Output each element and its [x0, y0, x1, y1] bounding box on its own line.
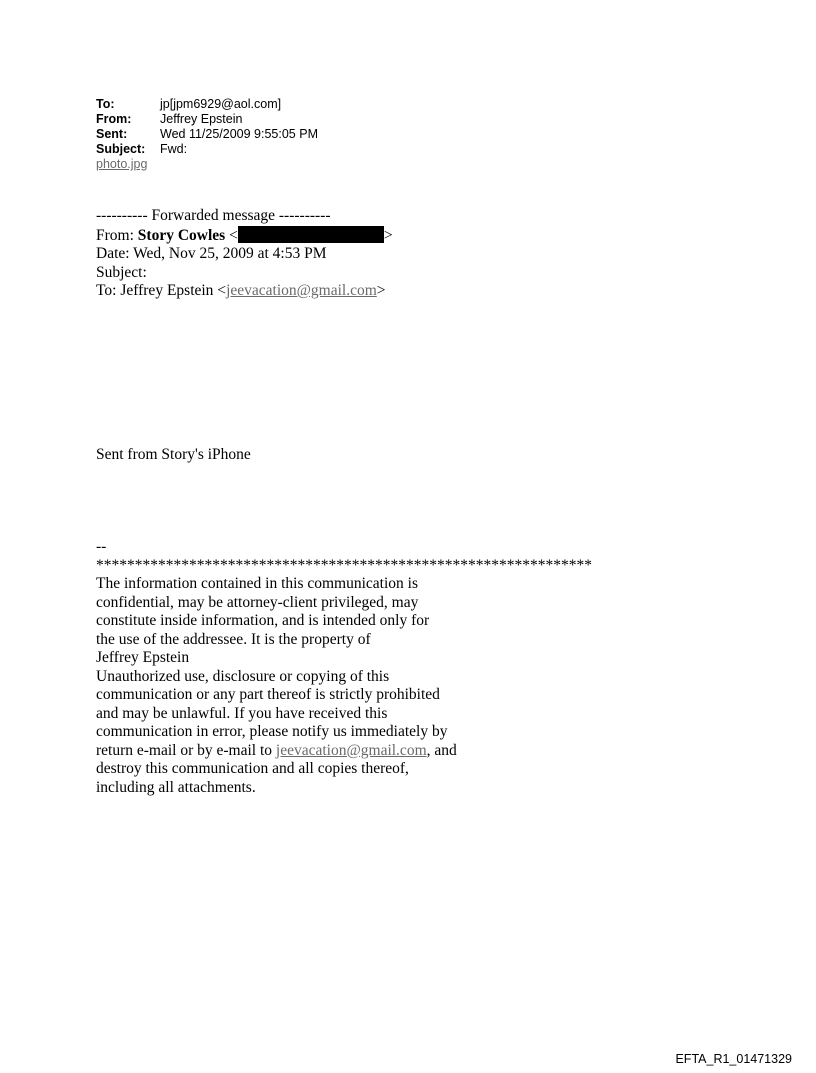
forwarded-from-name: Story Cowles — [137, 226, 226, 244]
header-from-label: From: — [96, 112, 132, 126]
disclaimer-line: The information contained in this communication is — [96, 575, 418, 592]
attachment-link[interactable]: photo.jpg — [96, 157, 148, 171]
disclaimer-return-suffix: , and — [426, 741, 457, 759]
document-id: EFTA_R1_01471329 — [675, 1052, 792, 1066]
forwarded-to-prefix: To: Jeffrey Epstein < — [96, 282, 227, 299]
disclaimer-line: the use of the addressee. It is the property of — [96, 630, 371, 648]
disclaimer-return-prefix: return e-mail or by e-mail to — [96, 741, 276, 759]
forwarded-to-suffix: > — [376, 282, 386, 299]
disclaimer-line: and may be unlawful. If you have received this — [96, 704, 388, 722]
disclaimer-block — [96, 538, 592, 797]
header-sent-label: Sent: — [96, 127, 128, 141]
header-to-row — [96, 97, 318, 112]
header-from-value: Jeffrey Epstein — [160, 112, 243, 126]
disclaimer-line: destroy this communication and all copies thereof, — [96, 760, 409, 777]
disclaimer-line: constitute inside information, and is intended only for — [96, 612, 430, 629]
disclaimer-line: Unauthorized use, disclosure or copying of this — [96, 667, 390, 685]
header-to-value: jp[jpm6929@aol.com] — [160, 97, 282, 111]
forwarded-from-close: > — [383, 226, 393, 244]
header-subject-row — [96, 142, 318, 157]
disclaimer-line: Jeffrey Epstein — [96, 649, 190, 666]
email-header — [96, 97, 318, 172]
signature: Sent from Story's iPhone — [96, 446, 251, 463]
forwarded-subject: Subject: — [96, 263, 147, 281]
disclaimer-line: confidential, may be attorney-client privileged, may — [96, 593, 419, 611]
disclaimer-line: including all attachments. — [96, 778, 256, 796]
disclaimer-return-line — [96, 742, 592, 761]
header-from-row — [96, 112, 318, 127]
disclaimer-email-link[interactable]: jeevacation@gmail.com — [275, 741, 427, 759]
header-subject-value: Fwd: — [160, 142, 188, 156]
header-to-label: To: — [96, 97, 115, 111]
header-sent-value: Wed 11/25/2009 9:55:05 PM — [160, 127, 318, 141]
disclaimer-line: communication or any part thereof is strictly prohibited — [96, 686, 440, 703]
forwarded-to-email-link[interactable]: jeevacation@gmail.com — [226, 282, 377, 299]
disclaimer-line: communication in error, please notify us immediately by — [96, 723, 448, 740]
forwarded-from-prefix: From: — [96, 226, 138, 244]
forwarded-date: Date: Wed, Nov 25, 2009 at 4:53 PM — [96, 245, 327, 262]
header-subject-label: Subject: — [96, 142, 146, 156]
redaction-box — [238, 226, 384, 243]
disclaimer-dashes: -- — [96, 538, 107, 555]
disclaimer-stars: **************************************************************** — [96, 556, 592, 574]
forwarded-block — [96, 207, 393, 301]
forwarded-to-line — [96, 282, 393, 301]
forwarded-from-line — [96, 226, 393, 246]
forwarded-from-open: < — [225, 226, 238, 244]
forwarded-divider: ---------- Forwarded message ---------- — [96, 207, 331, 224]
header-sent-row — [96, 127, 318, 142]
